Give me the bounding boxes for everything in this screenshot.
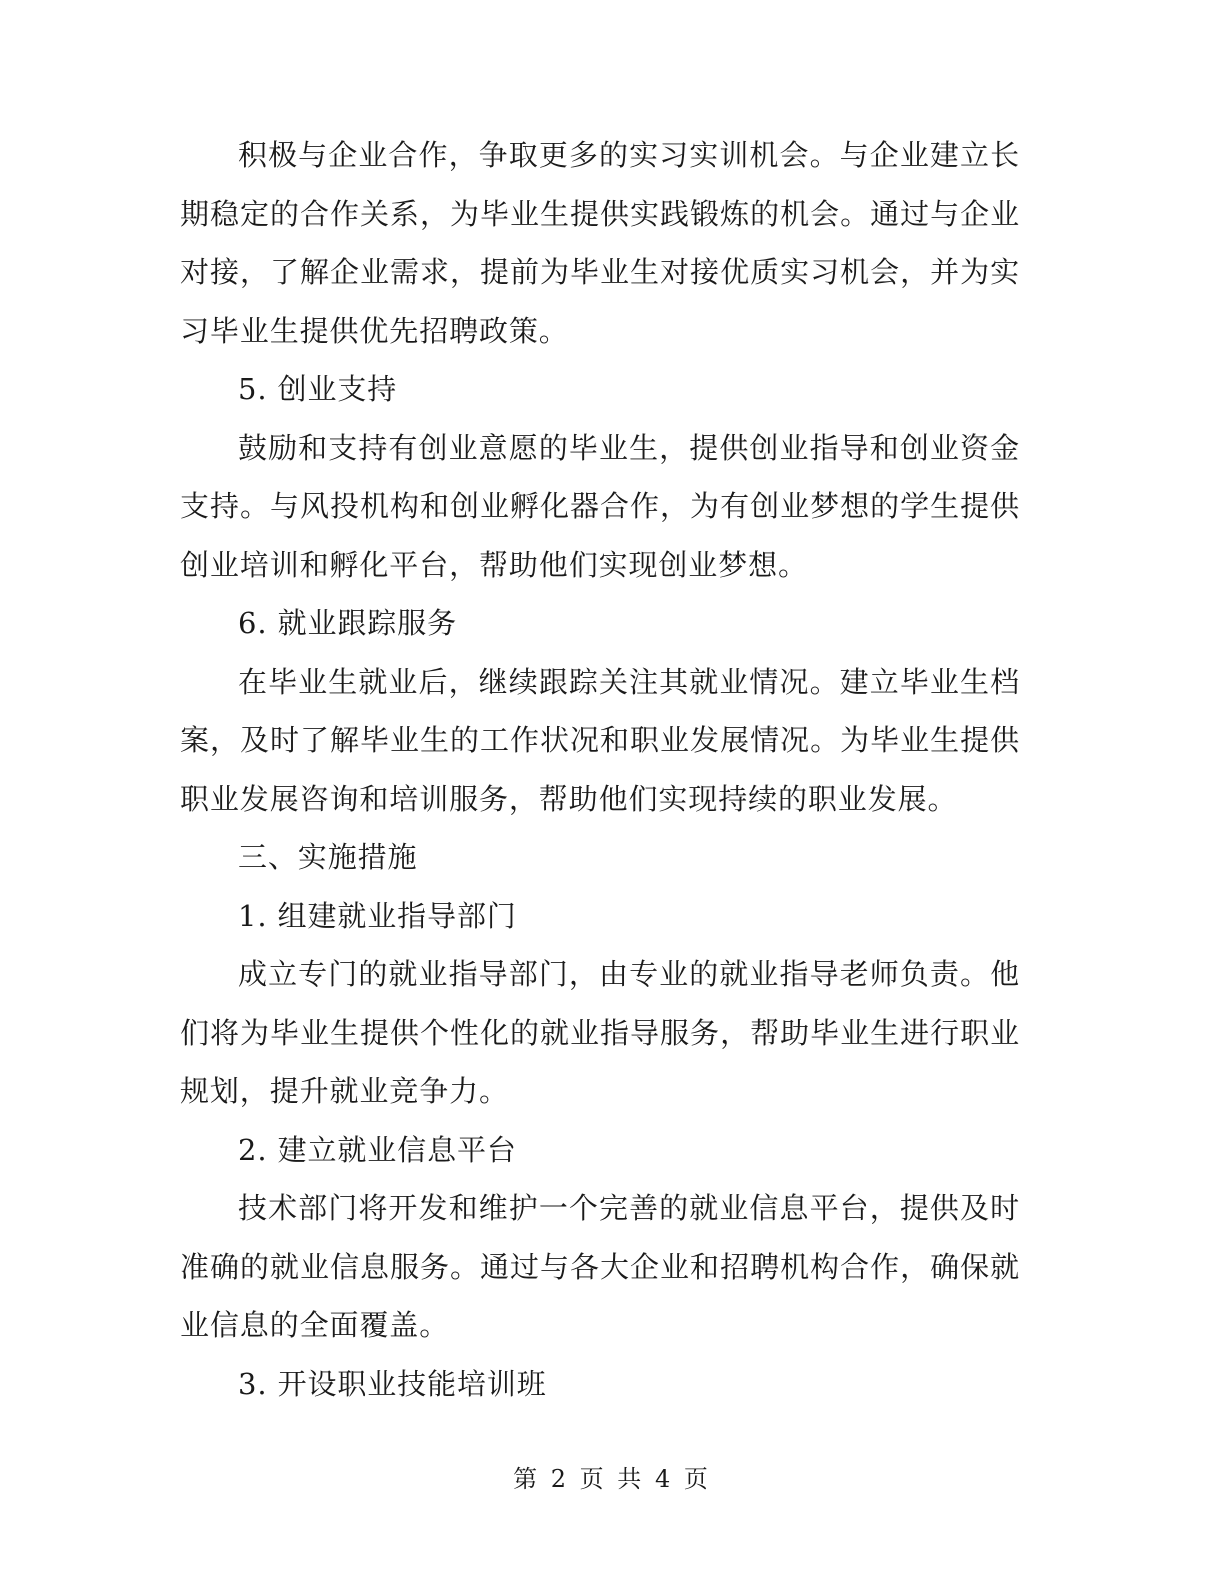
heading-guidance-department: 1. 组建就业指导部门	[238, 898, 517, 933]
paragraph-internship-cooperation: 积极与企业合作，争取更多的实习实训机会。与企业建立长期稳定的合作关系，为毕业生提供实践锻炼的机会。通过与企业对接，了解企业需求，提前为毕业生对接优质实习机会，并为实习毕业生提供优先招聘政策。	[180, 138, 1020, 348]
heading-information-platform: 2. 建立就业信息平台	[238, 1132, 517, 1167]
heading-employment-tracking: 6. 就业跟踪服务	[238, 606, 457, 640]
heading-implementation-measures: 三、实施措施	[238, 840, 418, 874]
paragraph-employment-tracking: 在毕业生就业后，继续跟踪关注其就业情况。建立毕业生档案，及时了解毕业生的工作状况和职业发展情况。为毕业生提供职业发展咨询和培训服务，帮助他们实现持续的职业发展。	[180, 664, 1020, 816]
page-number-footer: 第 2 页 共 4 页	[513, 1465, 711, 1493]
document-body	[180, 126, 1020, 1413]
paragraph-guidance-department: 成立专门的就业指导部门，由专业的就业指导老师负责。他们将为毕业生提供个性化的就业指导服务，帮助毕业生进行职业规划，提升就业竞争力。	[180, 957, 1020, 1108]
heading-entrepreneurship-support: 5. 创业支持	[238, 372, 398, 406]
paragraph-entrepreneurship-support: 鼓励和支持有创业意愿的毕业生，提供创业指导和创业资金支持。与风投机构和创业孵化器合作，为有创业梦想的学生提供创业培训和孵化平台，帮助他们实现创业梦想。	[180, 430, 1020, 582]
heading-skills-training: 3. 开设职业技能培训班	[238, 1366, 547, 1401]
paragraph-information-platform: 技术部门将开发和维护一个完善的就业信息平台，提供及时准确的就业信息服务。通过与各大企业和招聘机构合作，确保就业信息的全面覆盖。	[180, 1191, 1020, 1342]
